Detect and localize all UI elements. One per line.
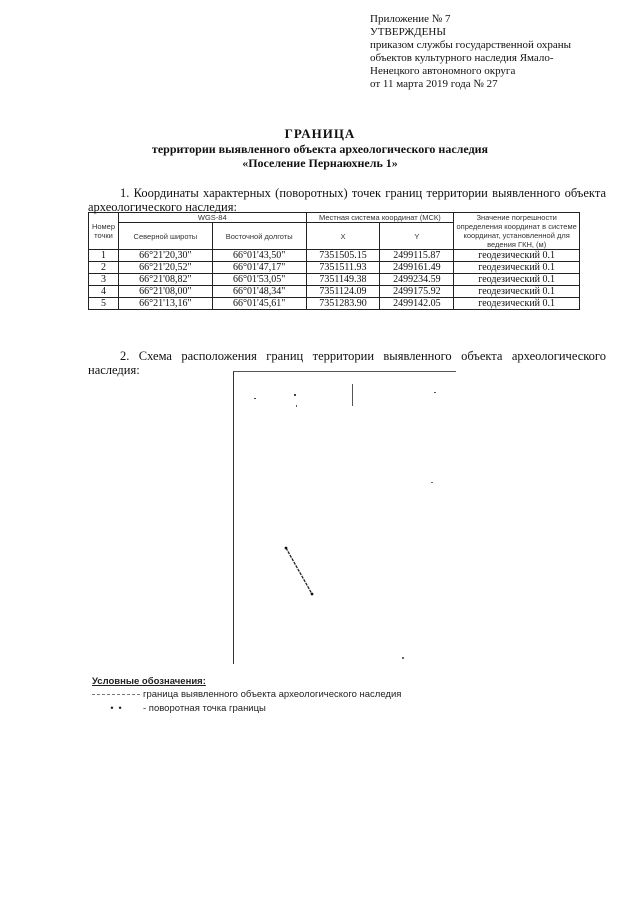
header-latitude: Северной широты — [118, 223, 212, 250]
cell-y: 2499234.59 — [380, 274, 454, 286]
cell-number: 3 — [89, 274, 119, 286]
header-longitude: Восточной долготы — [212, 223, 306, 250]
cell-y: 2499175.92 — [380, 286, 454, 298]
point-symbol: • • — [110, 703, 122, 713]
cell-longitude: 66°01'53,05" — [212, 274, 306, 286]
cell-x: 7351283.90 — [306, 298, 380, 310]
cell-x: 7351511.93 — [306, 262, 380, 274]
table-row — [89, 286, 580, 298]
map-speck — [431, 482, 433, 483]
boundary-line — [286, 548, 312, 594]
boundary-point — [311, 593, 314, 596]
cell-number: 5 — [89, 298, 119, 310]
order-line-1: приказом службы государственной охраны — [370, 39, 572, 51]
cell-y: 2499161.49 — [380, 262, 454, 274]
header-point-number: Номер точки — [89, 213, 119, 250]
appendix-number: Приложение № 7 — [370, 13, 451, 25]
cell-y: 2499115.87 — [380, 250, 454, 262]
map-legend — [92, 676, 401, 715]
header-local-system: Местная система координат (МСК) — [306, 213, 454, 223]
header-error-value: Значение погрешности определения координат в системе координат, установленной для ведения ГКН, (м) — [454, 213, 580, 250]
table-row — [89, 298, 580, 310]
table-row — [89, 274, 580, 286]
order-date: от 11 марта 2019 года № 27 — [370, 78, 498, 90]
cell-x: 7351505.15 — [306, 250, 380, 262]
table-row — [89, 262, 580, 274]
cell-latitude: 66°21'13,16" — [118, 298, 212, 310]
legend-point-label: - поворотная точка границы — [143, 702, 266, 714]
map-speck — [402, 657, 404, 659]
section-1-heading — [88, 186, 606, 214]
map-speck — [352, 384, 353, 406]
header-x: X — [306, 223, 380, 250]
object-name: «Поселение Пернаюхнель 1» — [242, 156, 398, 170]
order-line-3: Ненецкого автономного округа — [370, 65, 516, 77]
boundary-point — [285, 547, 288, 550]
map-speck — [296, 405, 297, 407]
table-header-row — [89, 213, 580, 223]
section-1-text: Координаты характерных (поворотных) точек границ территории выявленного объекта археологического наследия: — [88, 186, 607, 214]
legend-boundary-entry — [92, 687, 401, 701]
cell-number: 4 — [89, 286, 119, 298]
map-speck — [294, 394, 296, 396]
header-wgs84: WGS-84 — [118, 213, 306, 223]
table-row — [89, 250, 580, 262]
map-speck — [254, 398, 256, 399]
map-drawing — [234, 372, 456, 664]
approved-label: УТВЕРЖДЕНЫ — [370, 26, 446, 38]
cell-latitude: 66°21'20,52" — [118, 262, 212, 274]
section-2-number: 2. — [120, 349, 130, 363]
map-speck — [434, 392, 436, 393]
cell-error: геодезический 0.1 — [454, 298, 580, 310]
cell-longitude: 66°01'45,61" — [212, 298, 306, 310]
cell-x: 7351124.09 — [306, 286, 380, 298]
coordinates-table — [88, 212, 580, 310]
cell-number: 2 — [89, 262, 119, 274]
cell-error: геодезический 0.1 — [454, 286, 580, 298]
cell-error: геодезический 0.1 — [454, 274, 580, 286]
legend-boundary-label: граница выявленного объекта археологического наследия — [143, 688, 402, 700]
dashed-line-symbol — [92, 694, 140, 695]
cell-latitude: 66°21'08,00" — [118, 286, 212, 298]
section-1-number: 1. — [120, 186, 130, 200]
boundary-scheme-map — [233, 371, 456, 664]
cell-x: 7351149.38 — [306, 274, 380, 286]
order-line-2: объектов культурного наследия Ямало- — [370, 52, 554, 64]
cell-error: геодезический 0.1 — [454, 250, 580, 262]
document-title-block — [60, 126, 580, 170]
cell-number: 1 — [89, 250, 119, 262]
cell-latitude: 66°21'08,82" — [118, 274, 212, 286]
cell-error: геодезический 0.1 — [454, 262, 580, 274]
legend-point-entry — [92, 701, 401, 715]
cell-longitude: 66°01'47,17" — [212, 262, 306, 274]
section-2-text: Схема расположения границ территории выявленного объекта археологического наследия: — [88, 349, 606, 377]
cell-y: 2499142.05 — [380, 298, 454, 310]
document-subtitle: территории выявленного объекта археологического наследия — [151, 142, 489, 156]
cell-longitude: 66°01'43,50" — [212, 250, 306, 262]
cell-latitude: 66°21'20,30" — [118, 250, 212, 262]
document-title: ГРАНИЦА — [284, 126, 356, 141]
legend-title: Условные обозначения: — [92, 676, 206, 687]
cell-longitude: 66°01'48,34" — [212, 286, 306, 298]
header-y: Y — [380, 223, 454, 250]
appendix-header — [370, 13, 620, 91]
